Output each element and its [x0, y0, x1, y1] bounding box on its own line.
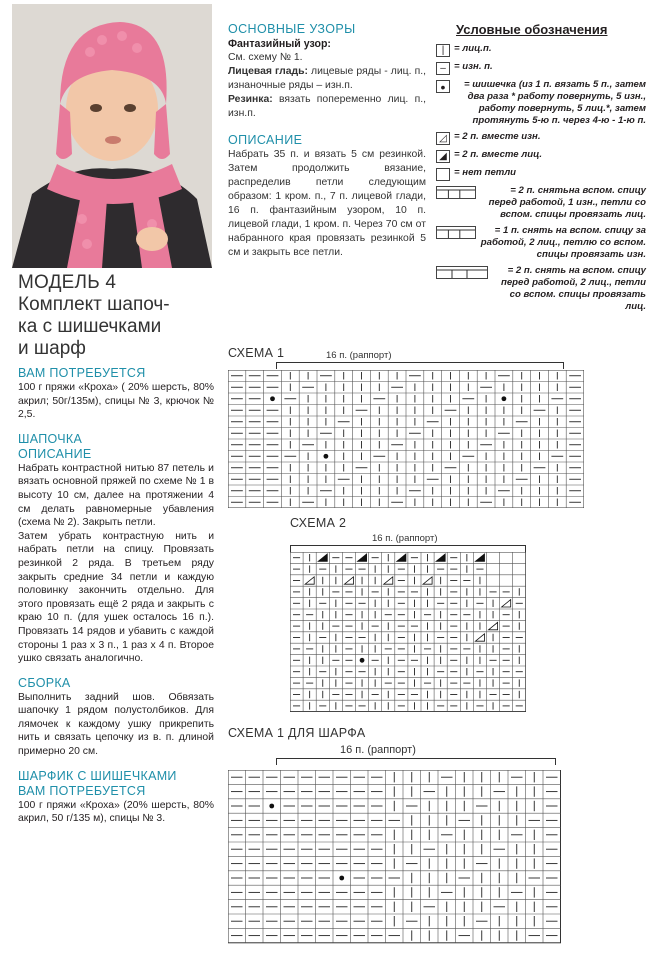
middle-column [228, 22, 426, 260]
legend-symbol: • [436, 80, 450, 93]
scheme-3-title: СХЕМА 1 ДЛЯ ШАРФА [228, 726, 366, 740]
legend-symbol: | [436, 44, 450, 57]
model-title-line-2: ка с шишечками [18, 316, 162, 337]
legend-text: = 1 п. снять на вспом. спицу за работой, 2 лиц., петлю со вспом. спицы провязать изн. [480, 225, 646, 260]
hat-description-p2: Затем убрать контрастную нить и набрать петли на спицу. Провязать резинкой 2 ряда. В третьем ряду закрыть средние 34 петли и каждую половинку закончить отдельно. Для этого провязать ещё 2 ряда и закрыть с краю 10 п. (для ушек осталось 16 п.). Провязать 14 рядов и убавить с каждой стороны 1 раз х 3 п., 1 раз х 4 п. Второе ушко связать аналогично. [18, 530, 214, 665]
legend-symbol [436, 186, 476, 199]
fancy-pattern-label: Фантазийный узор: [228, 38, 331, 50]
legend-item [436, 167, 646, 181]
model-photo [12, 4, 212, 268]
scheme-2-title: СХЕМА 2 [290, 516, 347, 530]
model-title-line-1: Комплект шапоч- [18, 294, 170, 315]
scheme-2-grid [290, 552, 526, 712]
needs-title: ВАМ ПОТРЕБУЕТСЯ [18, 366, 146, 380]
legend-item [436, 131, 646, 145]
hat-title: ШАПОЧКА [18, 431, 83, 446]
assembly-text: Выполнить задний шов. Обвязать шапочку 1 рядом полустолбиков. Для лямочек к каждому ушку прикрепить нить и связать цепочку из в. п. длиной примерно 20 см. [18, 691, 214, 758]
bobble-stitch [360, 658, 365, 663]
rib-text: вязать попеременно лиц. п., изн.п. [228, 94, 426, 119]
patterns-title: ОСНОВНЫЕ УЗОРЫ [228, 22, 356, 36]
model-title-line-3: и шарф [18, 338, 86, 359]
legend-symbol [436, 168, 450, 181]
stockinette-label: Лицевая гладь: [228, 66, 308, 77]
legend-title: Условные обозначения [456, 22, 608, 37]
legend-text: = 2 п. снять на вспом. спицу перед работой, 2 лиц., петли со вспом. спицы провязать лиц. [500, 265, 646, 312]
legend-item [436, 61, 646, 75]
legend-symbol: ◢ [436, 150, 450, 163]
legend-item [436, 265, 646, 313]
model-number: МОДЕЛЬ 4 [18, 272, 117, 293]
legend-item [436, 149, 646, 163]
legend-text: = 2 п. вместе изн. [454, 131, 541, 142]
legend-symbol: – [436, 62, 450, 75]
scheme-3-rapport: 16 п. (раппорт) [340, 744, 416, 756]
scheme-2-rapport: 16 п. (раппорт) [372, 533, 438, 544]
scheme-1-rapport-bracket [276, 362, 564, 369]
bobble-stitch [339, 876, 344, 881]
scheme-1-grid [228, 370, 584, 508]
legend-text: = 2 п. вместе лиц. [454, 149, 542, 160]
hat-description-p1: Набрать контрастной нитью 87 петель и вязать основной пряжей по схеме № 1 в высоту 10 см, далее на протяжении 4 см делать равномерные убавления (схема № 2). Закрыть петли. [18, 462, 214, 529]
scheme-3-grid [228, 770, 562, 944]
legend [436, 22, 646, 317]
legend-text: = 2 п. снятьна вспом. спицу перед работой, 1 изн., петли со вспом. спицы провязать лиц. [488, 185, 646, 220]
bobble-stitch [324, 454, 329, 459]
legend-item [436, 43, 646, 57]
scheme-1-rapport: 16 п. (раппорт) [326, 350, 392, 361]
fancy-pattern-text: См. схему № 1. [228, 52, 303, 63]
left-column [18, 272, 214, 826]
needs-text: 100 г пряжи «Кроха» ( 20% шерсть, 80% акрил; 50г/135м), спицы № 3, крючок № 2,5. [18, 382, 214, 421]
scarf-description-text: Набрать 35 п. и вязать 5 см резинкой. Затем продолжить вязание, распределив петли следующим образом: 1 кром. п., 7 п. лицевой глади, 16 п. фантазийным узором, 10 п. лицевой глади, 1 кром. п. Через 70 см от набранного края провязать резинкой 5 см и закрыть все петли. [228, 149, 426, 258]
assembly-title: СБОРКА [18, 675, 71, 690]
legend-text: = шишечка (из 1 п. вязать 5 п., затем два раза * работу повернуть, 5 изн., работу повернуть, 5 лиц.*, затем протянуть 5-ю п. через 4-ю - 1-ю п. [463, 79, 646, 126]
scarf-title: ШАРФИК С ШИШЕЧКАМИ [18, 768, 177, 783]
stockinette-text: лицевые ряды - лиц. п., изнаночные ряды – изн.п. [228, 66, 426, 91]
legend-symbol [436, 266, 488, 279]
bobble-stitch [270, 396, 275, 401]
scarf-needs-text: 100 г пряжи «Кроха» (20% шерсть, 80% акрил, 50 г/135 м), спицы № 3. [18, 799, 214, 825]
scheme-3-rapport-bracket [276, 758, 556, 765]
legend-symbol [436, 226, 476, 239]
scarf-description-title: ОПИСАНИЕ [228, 133, 303, 147]
legend-item [436, 79, 646, 127]
legend-item [436, 185, 646, 221]
legend-item [436, 225, 646, 261]
scarf-needs-title: ВАМ ПОТРЕБУЕТСЯ [18, 783, 146, 798]
hat-description-title: ОПИСАНИЕ [18, 446, 92, 461]
legend-text: = изн. п. [454, 61, 493, 72]
scheme-2-rapport-bracket [290, 545, 526, 552]
child-illustration [12, 4, 212, 268]
legend-text: = лиц.п. [454, 43, 492, 54]
bobble-stitch [269, 804, 274, 809]
bobble-stitch [502, 396, 507, 401]
legend-text: = нет петли [454, 167, 517, 178]
legend-list [436, 43, 646, 313]
rib-label: Резинка: [228, 94, 273, 105]
scheme-1-title: СХЕМА 1 [228, 346, 285, 360]
legend-symbol: ◿ [436, 132, 450, 145]
